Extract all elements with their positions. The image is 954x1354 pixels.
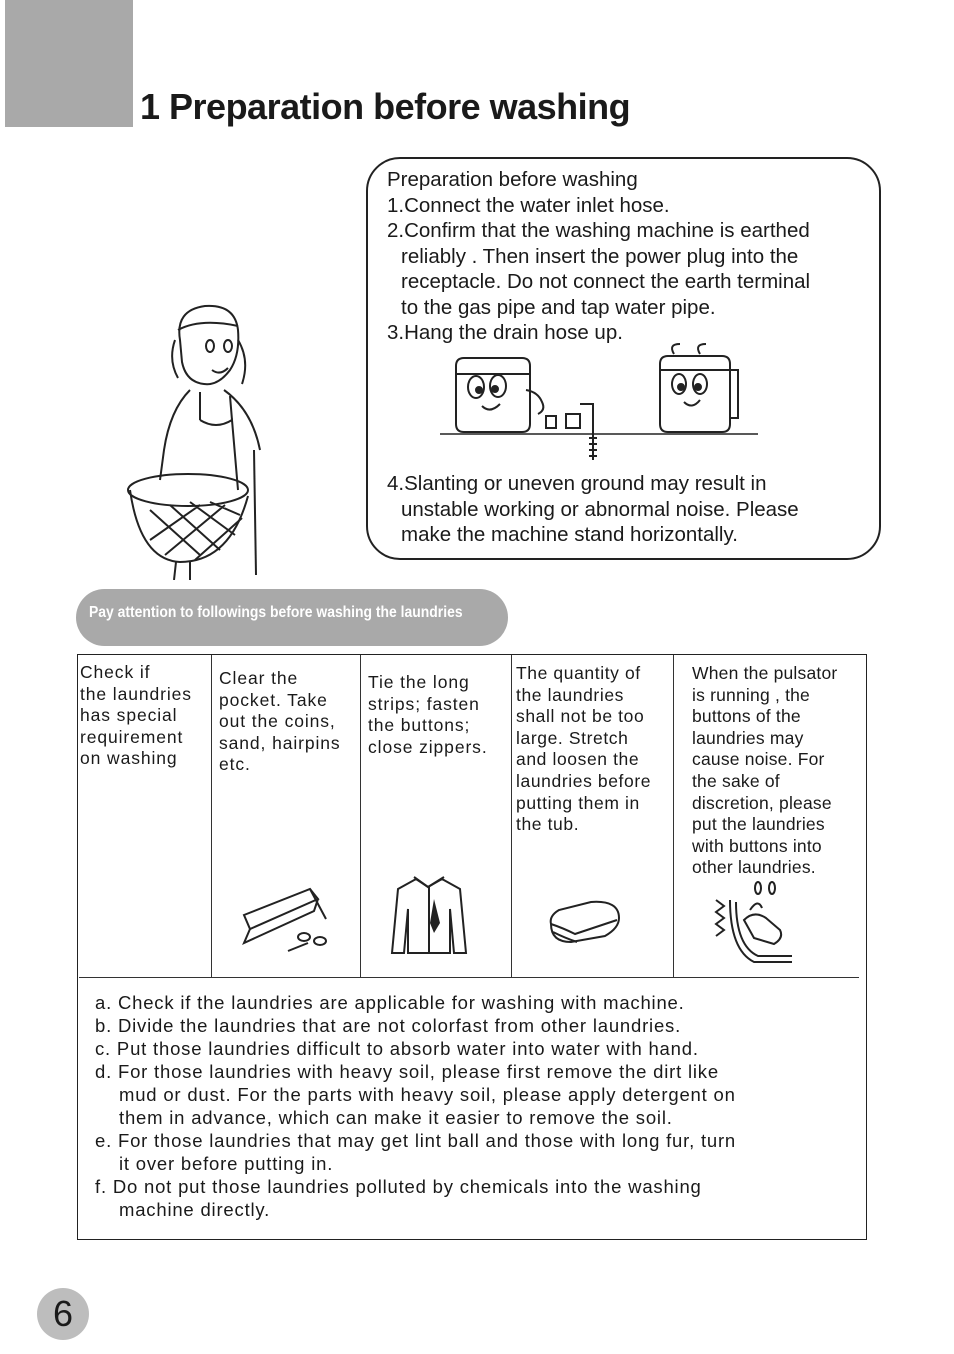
column-divider	[211, 655, 212, 977]
tip-line: laundries may	[692, 727, 804, 748]
tip-line: the laundries	[80, 683, 192, 704]
column-divider	[511, 655, 512, 977]
folded-laundry-icon	[545, 898, 623, 948]
attention-banner-label: Pay attention to followings before washing the laundries	[89, 604, 463, 621]
step-4-line: unstable working or abnormal noise. Please	[401, 497, 799, 521]
tip-buttons-noise	[692, 663, 837, 879]
step-1: 1.Connect the water inlet hose.	[387, 193, 670, 217]
step-2-line: reliably . Then insert the power plug into the	[401, 244, 799, 268]
tip-line: the buttons;	[368, 715, 471, 736]
tip-line: cause noise. For	[692, 749, 825, 770]
note-item-continuation: them in advance, which can make it easier to remove the soil.	[119, 1107, 673, 1128]
preparation-heading: Preparation before washing	[387, 168, 638, 191]
tip-line: is running , the	[692, 684, 810, 705]
column-divider	[673, 655, 674, 977]
note-item-continuation: it over before putting in.	[119, 1153, 334, 1174]
page-number: 6	[52, 1293, 74, 1334]
corner-decoration	[5, 0, 133, 127]
column-divider	[360, 655, 361, 977]
note-item: c. Put those laundries difficult to absorb water into water with hand.	[95, 1038, 699, 1059]
tip-line: putting them in	[516, 792, 640, 813]
step-3: 3.Hang the drain hose up.	[387, 321, 623, 344]
note-item: a. Check if the laundries are applicable for washing with machine.	[95, 992, 685, 1013]
tip-line: etc.	[219, 754, 251, 775]
tip-line: and loosen the	[516, 749, 640, 770]
tip-line: Tie the long	[368, 672, 470, 692]
woman-with-basket-illustration	[120, 300, 280, 580]
tip-line: put the laundries	[692, 814, 825, 835]
tip-line: with buttons into	[692, 835, 822, 856]
step-4-line: make the machine stand horizontally.	[401, 523, 738, 546]
preparation-steps	[387, 167, 877, 346]
note-item-continuation: mud or dust. For the parts with heavy soil, please apply detergent on	[119, 1084, 736, 1105]
washing-machines-illustration	[438, 342, 763, 472]
tip-line: When the pulsator	[692, 663, 838, 683]
note-item-continuation: machine directly.	[119, 1199, 271, 1220]
step-2-line: to the gas pipe and tap water pipe.	[401, 295, 716, 319]
tip-line: other laundries.	[692, 857, 816, 878]
noisy-drum-icon	[714, 880, 796, 968]
tip-line: Clear the	[219, 668, 299, 688]
machine-happy-icon	[660, 344, 738, 432]
step-2-line: receptacle. Do not connect the earth terminal	[401, 270, 811, 293]
tip-line: pocket. Take	[219, 689, 328, 710]
step-4-line: 4.Slanting or uneven ground may result in	[387, 472, 767, 495]
tip-line: the laundries	[516, 684, 625, 705]
tip-line: requirement	[80, 726, 184, 747]
shirt-icon	[388, 873, 470, 957]
tip-line: the tub.	[516, 814, 580, 835]
tip-line: laundries before	[516, 770, 652, 791]
tip-line: out the coins,	[219, 711, 336, 732]
tip-line: the sake of	[692, 770, 780, 791]
tip-clear-pocket	[219, 668, 341, 776]
note-item: d. For those laundries with heavy soil, please first remove the dirt like	[95, 1061, 719, 1082]
tip-tie-strips	[368, 672, 488, 758]
tip-line: discretion, please	[692, 792, 832, 813]
tip-line: close zippers.	[368, 736, 488, 757]
tip-special-requirement	[80, 662, 192, 770]
pocket-coins-icon	[240, 885, 332, 957]
tip-line: The quantity of	[516, 663, 641, 683]
tip-line: sand, hairpins	[219, 732, 341, 753]
tip-line: has special	[80, 705, 178, 726]
notes-list	[95, 991, 736, 1221]
preparation-step-4	[387, 471, 877, 548]
tip-line: Check if	[80, 662, 151, 682]
tip-line: buttons of the	[692, 706, 801, 727]
tip-line: on washing	[80, 748, 178, 769]
tip-line: shall not be too	[516, 706, 645, 727]
tip-line: strips; fasten	[368, 693, 480, 714]
note-item: e. For those laundries that may get lint ball and those with long fur, turn	[95, 1130, 737, 1151]
step-2-line: 2.Confirm that the washing machine is earthed	[387, 219, 810, 242]
tip-line: large. Stretch	[516, 727, 629, 748]
note-item: b. Divide the laundries that are not colorfast from other laundries.	[95, 1015, 682, 1036]
page-title: 1 Preparation before washing	[140, 86, 631, 127]
row-divider	[79, 977, 859, 978]
machine-plugging-icon	[456, 358, 597, 460]
note-item: f. Do not put those laundries polluted by chemicals into the washing	[95, 1176, 702, 1197]
tip-quantity	[516, 663, 651, 836]
